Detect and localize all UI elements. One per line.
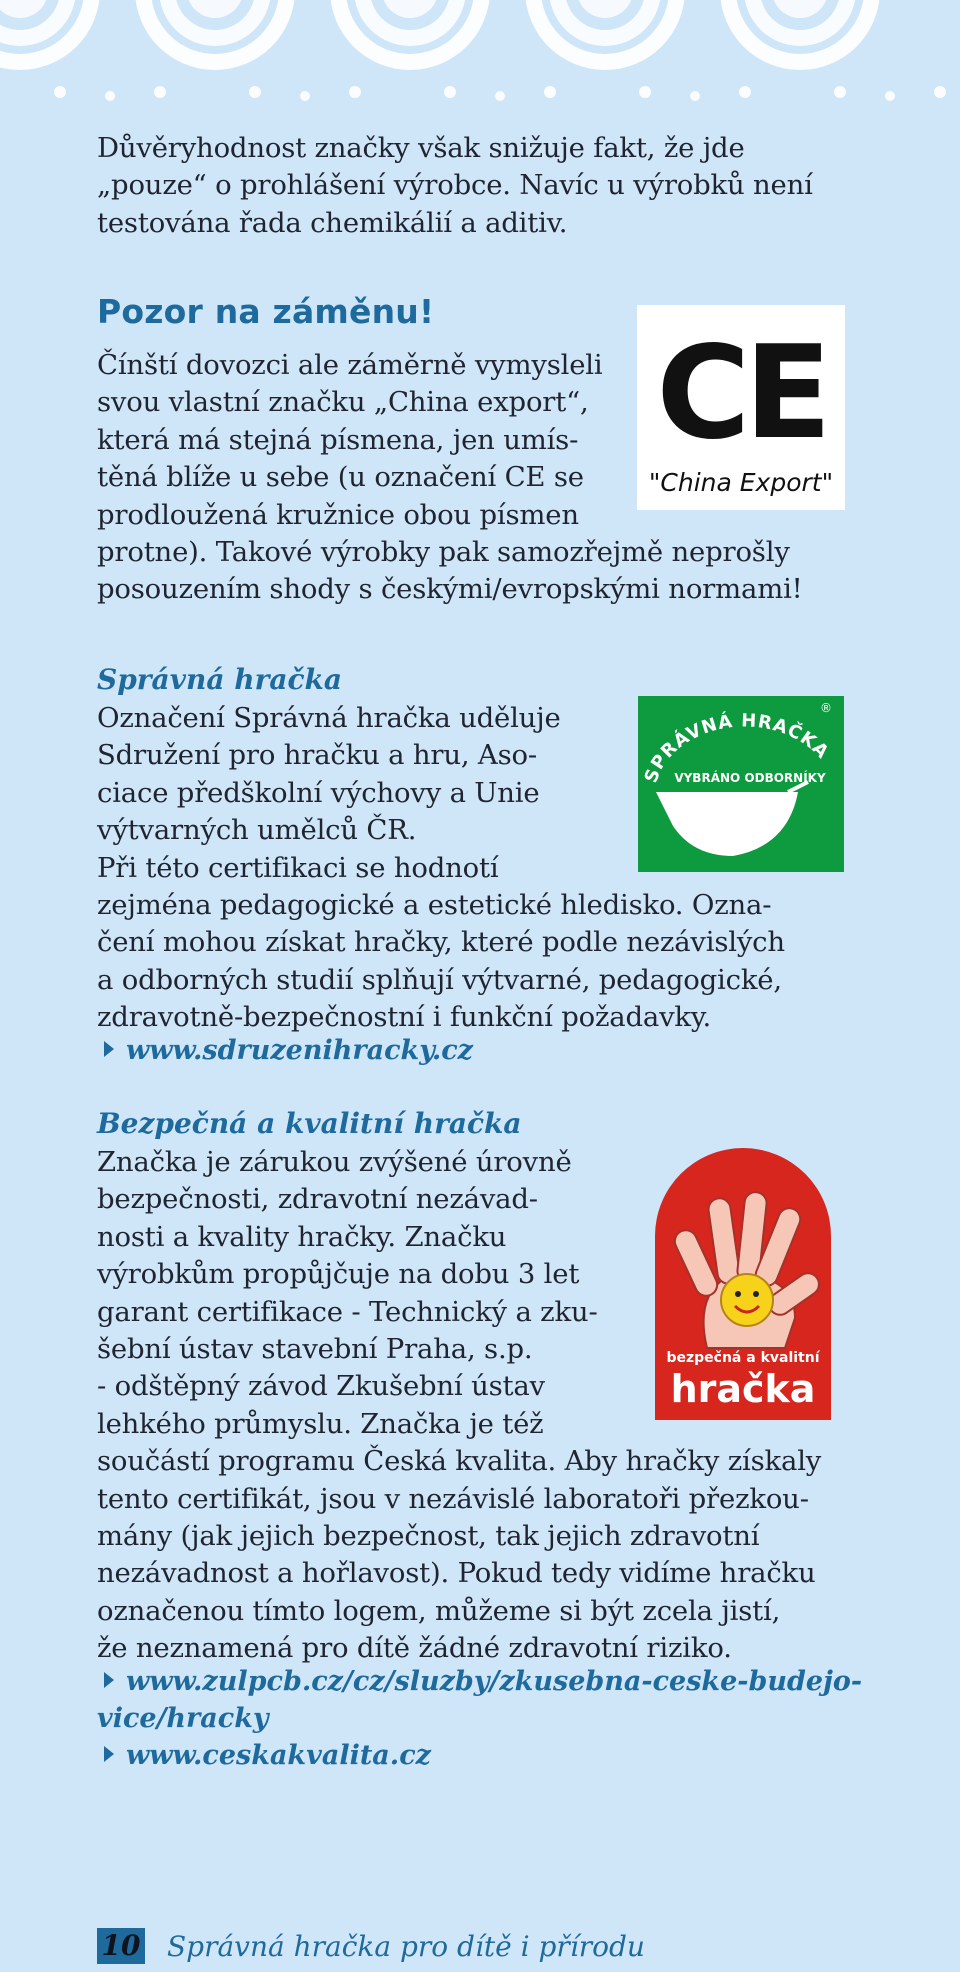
text-line: nezávadnost a hořlavost). Pokud tedy vidíme hračku bbox=[97, 1557, 816, 1590]
text-line: prodloužená kružnice obou písmen bbox=[97, 498, 579, 531]
text-line: - odštěpný závod Zkušební ústav bbox=[97, 1370, 545, 1403]
text-line: Čínští dovozci ale záměrně vymysleli bbox=[97, 349, 603, 381]
link-zulpcb[interactable] bbox=[104, 1663, 862, 1700]
text-line: označenou tímto logem, můžeme si být zcela jistí, bbox=[97, 1594, 781, 1627]
text-line: tento certifikát, jsou v nezávislé laboratoři přezkou- bbox=[97, 1482, 809, 1515]
lace-border-decoration bbox=[0, 0, 960, 120]
text-line: ciace předškolní výchovy a Unie bbox=[97, 776, 540, 809]
text-line: garant certifikace - Technický a zku- bbox=[97, 1295, 598, 1328]
text-line: těná blíže u sebe (u označení CE se bbox=[97, 461, 584, 494]
text-line: zejména pedagogické a estetické hledisko. Ozna- bbox=[97, 889, 772, 922]
text-line: svou vlastní značku „China export“, bbox=[97, 386, 589, 419]
ce-paragraph bbox=[97, 347, 857, 609]
bezpecna-logo-line2: hračka bbox=[670, 1367, 816, 1411]
text-line: součástí programu Česká kvalita. Aby hračky získaly bbox=[97, 1445, 822, 1478]
text-line: výrobkům propůjčuje na dobu 3 let bbox=[97, 1258, 580, 1291]
spravna-arc-text: SPRÁVNÁ HRAČKA bbox=[640, 710, 834, 786]
text-line: mány (jak jejich bezpečnost, tak jejich zdravotní bbox=[97, 1520, 760, 1553]
arrow-right-icon bbox=[104, 1746, 114, 1762]
link-text: www.zulpcb.cz/cz/sluzby/zkusebna-ceske-budejo- bbox=[126, 1666, 863, 1697]
text-line: testována řada chemikálií a aditiv. bbox=[97, 206, 568, 239]
link-text: www.ceskakvalita.cz bbox=[126, 1740, 431, 1771]
text-line: protne). Takové výrobky pak samozřejmě neprošly bbox=[97, 536, 790, 569]
bezpecna-hracka-heading: Bezpečná a kvalitní hračka bbox=[97, 1107, 522, 1140]
link-text: vice/hracky bbox=[97, 1703, 269, 1734]
text-line: čení mohou získat hračky, které podle nezávislých bbox=[97, 926, 785, 959]
text-line: lehkého průmyslu. Značka je též bbox=[97, 1407, 544, 1440]
text-line: nosti a kvality hračky. Značku bbox=[97, 1220, 507, 1253]
text-line: Sdružení pro hračku a hru, Aso- bbox=[97, 739, 537, 772]
intro-paragraph bbox=[97, 130, 857, 242]
bezpecna-paragraph bbox=[97, 1144, 857, 1668]
text-line: Označení Správná hračka uděluje bbox=[97, 702, 561, 734]
text-line: a odborných studií splňují výtvarné, pedagogické, bbox=[97, 963, 782, 996]
footer-title: Správná hračka pro dítě i přírodu bbox=[167, 1930, 645, 1963]
china-export-caption: "China Export" bbox=[648, 468, 834, 497]
text-line: výtvarných umělců ČR. bbox=[97, 814, 417, 847]
link-zulpcb-continued[interactable] bbox=[97, 1700, 269, 1737]
text-line: Důvěryhodnost značky však snižuje fakt, že jde bbox=[97, 132, 745, 164]
bezpecna-logo-line1: bezpečná a kvalitní bbox=[666, 1350, 820, 1366]
spravna-paragraph bbox=[97, 700, 857, 1037]
text-line: že neznamená pro dítě žádné zdravotní riziko. bbox=[97, 1632, 732, 1665]
ce-mark-text: CE bbox=[656, 319, 826, 468]
text-line: posouzením shody s českými/evropskými normami! bbox=[97, 573, 803, 606]
link-ceskakvalita[interactable] bbox=[104, 1737, 431, 1774]
spravna-sub-text: VYBRÁNO ODBORNÍKY bbox=[674, 771, 826, 785]
ce-warning-heading: Pozor na záměnu! bbox=[97, 292, 435, 331]
text-line: zdravotně-bezpečnostní i funkční požadavky. bbox=[97, 1001, 712, 1034]
text-line: šební ústav stavební Praha, s.p. bbox=[97, 1333, 533, 1366]
spravna-hracka-heading: Správná hračka bbox=[97, 663, 343, 696]
page-number: 10 bbox=[97, 1928, 145, 1964]
link-sdruzenihracky[interactable] bbox=[104, 1032, 473, 1069]
text-line: „pouze“ o prohlášení výrobce. Navíc u výrobků není bbox=[97, 169, 813, 202]
text-line: Při této certifikaci se hodnotí bbox=[97, 851, 499, 884]
arrow-right-icon bbox=[104, 1672, 114, 1688]
arrow-right-icon bbox=[104, 1041, 114, 1057]
registered-mark: ® bbox=[820, 701, 832, 715]
text-line: bezpečnosti, zdravotní nezávad- bbox=[97, 1183, 538, 1216]
link-text: www.sdruzenihracky.cz bbox=[126, 1035, 474, 1066]
text-line: která má stejná písmena, jen umís- bbox=[97, 423, 579, 456]
text-line: Značka je zárukou zvýšené úrovně bbox=[97, 1146, 572, 1178]
